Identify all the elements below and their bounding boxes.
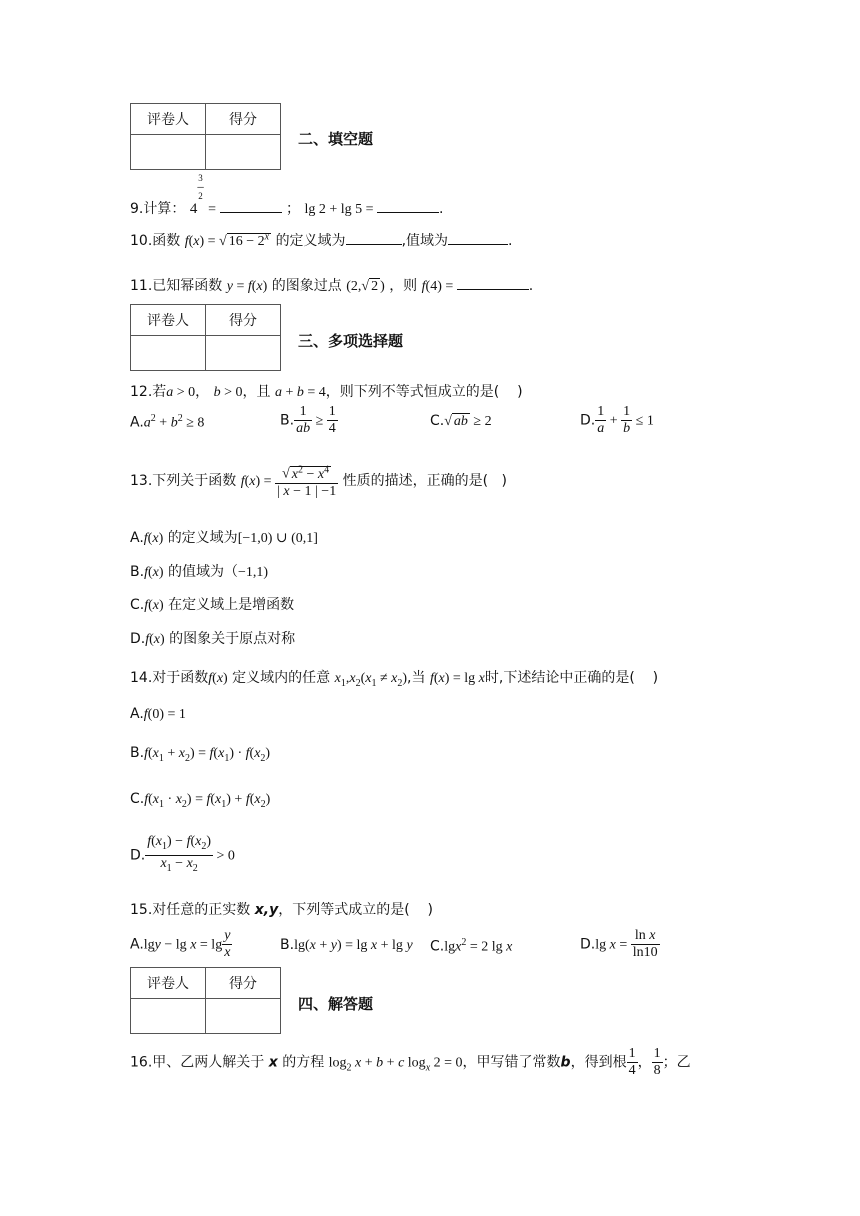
answer-blank[interactable] [346,230,402,245]
option-a[interactable]: A.f(x) 的定义域为[−1,0) ∪ (0,1] [130,530,318,546]
score-header: 得分 [206,104,281,135]
option-c[interactable]: C.lgx$^2$ = 2 lg x [430,937,513,955]
section-title: 二、填空题 [298,130,374,148]
question-12: 12.若a > 0， b > 0，且 a + b = 4，则下列不等式恒成立的是( ) [130,384,523,400]
option-a[interactable]: $A.a^2 + b^2 \ge 8$ [130,413,205,431]
score-header: 得分 [206,305,281,336]
score-table [130,103,281,170]
option-b[interactable]: B.f(x) 的值域为（−1,1) [130,564,269,580]
option-a[interactable]: A.f(0) = 1 [130,706,186,722]
grader-cell[interactable] [131,135,206,170]
grader-cell[interactable] [131,999,206,1034]
score-cell[interactable] [206,135,281,170]
score-table [130,967,281,1034]
grader-header: 评卷人 [131,305,206,336]
section-title: 三、多项选择题 [298,332,404,350]
answer-blank[interactable] [377,198,439,213]
answer-blank[interactable] [220,198,282,213]
option-c[interactable]: C.f(x) 在定义域上是增函数 [130,597,295,613]
option-d[interactable]: D. $\frac{f(x_1) - f(x_2)}{x_1 - x_2}$ > 0 [130,834,235,874]
score-cell[interactable] [206,999,281,1034]
question-10: 10.函数 f(x) = √ $16 - 2^x$ 的定义域为 ,值域为 . [130,231,513,249]
grader-header: 评卷人 [131,104,206,135]
question-9: 9.计算： 43 ─ 2 = ； lg 2 + lg 5 = . [130,173,444,217]
grader-header: 评卷人 [131,968,206,999]
option-b[interactable]: B.lg(x + y) = lg x + lg y [280,937,413,953]
option-c[interactable]: $C.f(x_1 \cdot x_2) = f(x_1) + f(x_2)$ [130,791,271,810]
option-d[interactable]: D.lg x = $\frac{\text{ln x}}{\ln 10}$ [580,928,658,960]
option-b[interactable]: B. $\frac{1}{ab}$ ≥ $\frac{1}{4}$ [280,404,336,436]
option-d[interactable]: D. $\frac{1}{a}$ + $\frac{1}{b}$ ≤ 1 [580,404,654,436]
question-15: 15.对任意的正实数 x,y，下列等式成立的是( ) [130,902,433,918]
answer-blank[interactable] [457,275,529,290]
score-cell[interactable] [206,336,281,371]
grader-cell[interactable] [131,336,206,371]
score-header: 得分 [206,968,281,999]
score-table [130,304,281,371]
question-11: 11.已知幂函数 y = f(x) 的图象过点 (2,√ 2 ) ，则 f(4) = . [130,275,533,295]
option-d[interactable]: D.f(x) 的图象关于原点对称 [130,631,296,647]
question-14: 14.对于函数f(x) 定义域内的任意 $x_1,x_2(x_1 \ne x_2)$,当 f(x) = lg x时,下述结论中正确的是( ) [130,670,659,689]
question-16: 16.甲、乙两人解关于 x 的方程 $\log_2 x + b + c$ $\log_x 2 = 0$，甲写错了常数b，得到根 $\frac{1}{4}$ ， $\frac{1}{8}$ ；乙 [130,1046,691,1078]
option-c[interactable]: C.√ ab ≥ 2 [430,413,492,429]
option-b[interactable]: $B.f(x_1 + x_2) = f(x_1) \cdot f(x_2)$ [130,745,271,764]
section-title: 四、解答题 [298,995,374,1013]
question-13: 13.下列关于函数 f(x) = $\frac{√ x^2 - x^4}{| x - 1 | -1}$ 性质的描述，正确的是( ) [130,464,507,499]
answer-blank[interactable] [448,230,508,245]
option-a[interactable]: A.lgy − lg x = lg $\frac{y}{x}$ [130,928,231,960]
